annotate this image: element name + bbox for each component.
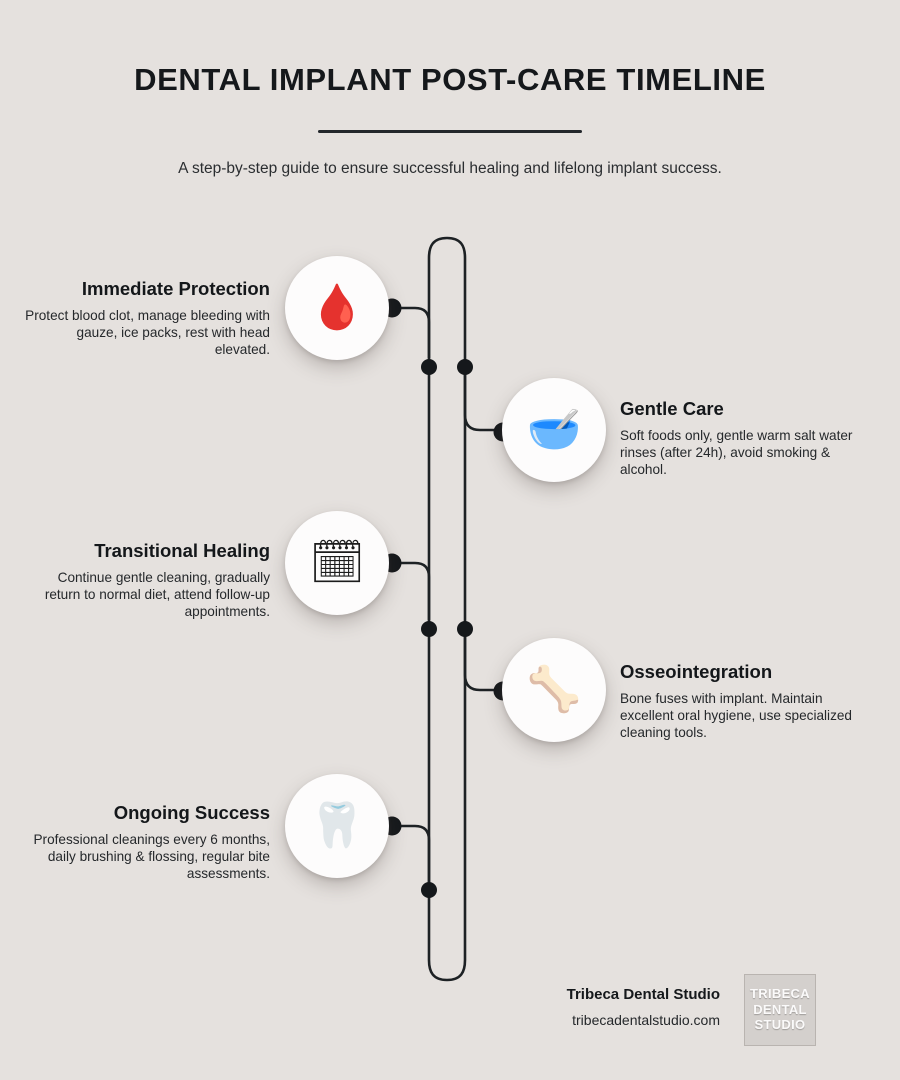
page-subtitle: A step-by-step guide to ensure successful healing and lifelong implant success.	[178, 160, 722, 177]
step-2-text	[620, 398, 870, 478]
logo-line-2: DENTAL	[753, 1001, 807, 1017]
step-2-description: Soft foods only, gentle warm salt water rinses (after 24h), avoid smoking & alcohol.	[620, 428, 853, 478]
step-5-text	[20, 802, 270, 882]
page-title: DENTAL IMPLANT POST-CARE TIMELINE	[134, 62, 766, 97]
step-4-bubble[interactable]	[502, 638, 606, 742]
bone-icon: 🦴	[526, 665, 582, 714]
soup-bowl-icon: 🥣	[526, 405, 582, 454]
tooth-icon: 🦷	[309, 801, 365, 850]
step-3-description: Continue gentle cleaning, gradually return to normal diet, attend follow-up appointments.	[44, 570, 270, 620]
brand-logo	[744, 974, 816, 1046]
step-1-text	[20, 278, 270, 358]
step-4-text	[620, 661, 870, 741]
logo-line-1: TRIBECA	[750, 986, 810, 1002]
step-1-title: Immediate Protection	[81, 278, 270, 299]
title-divider	[318, 130, 582, 133]
step-3-title: Transitional Healing	[94, 540, 270, 561]
step-5-description: Professional cleanings every 6 months, daily brushing & flossing, regular bite assessments.	[33, 832, 270, 882]
blood-drop-icon: 🩸	[309, 283, 365, 332]
step-1-description: Protect blood clot, manage bleeding with gauze, ice packs, rest with head elevated.	[25, 308, 270, 358]
step-2-title: Gentle Care	[620, 398, 724, 419]
step-5-title: Ongoing Success	[113, 802, 270, 823]
step-3-bubble[interactable]	[285, 511, 389, 615]
step-3-text	[20, 540, 270, 620]
logo-line-3: STUDIO	[754, 1017, 806, 1033]
step-4-description: Bone fuses with implant. Maintain excellent oral hygiene, use specialized cleaning tools.	[620, 691, 852, 741]
step-2-bubble[interactable]	[502, 378, 606, 482]
footer-website[interactable]: tribecadentalstudio.com	[572, 1012, 720, 1028]
calendar-icon: 🗓	[309, 538, 365, 587]
step-5-bubble[interactable]	[285, 774, 389, 878]
step-4-title: Osseointegration	[620, 661, 773, 682]
footer-studio-name: Tribeca Dental Studio	[566, 986, 720, 1003]
step-1-bubble[interactable]	[285, 256, 389, 360]
